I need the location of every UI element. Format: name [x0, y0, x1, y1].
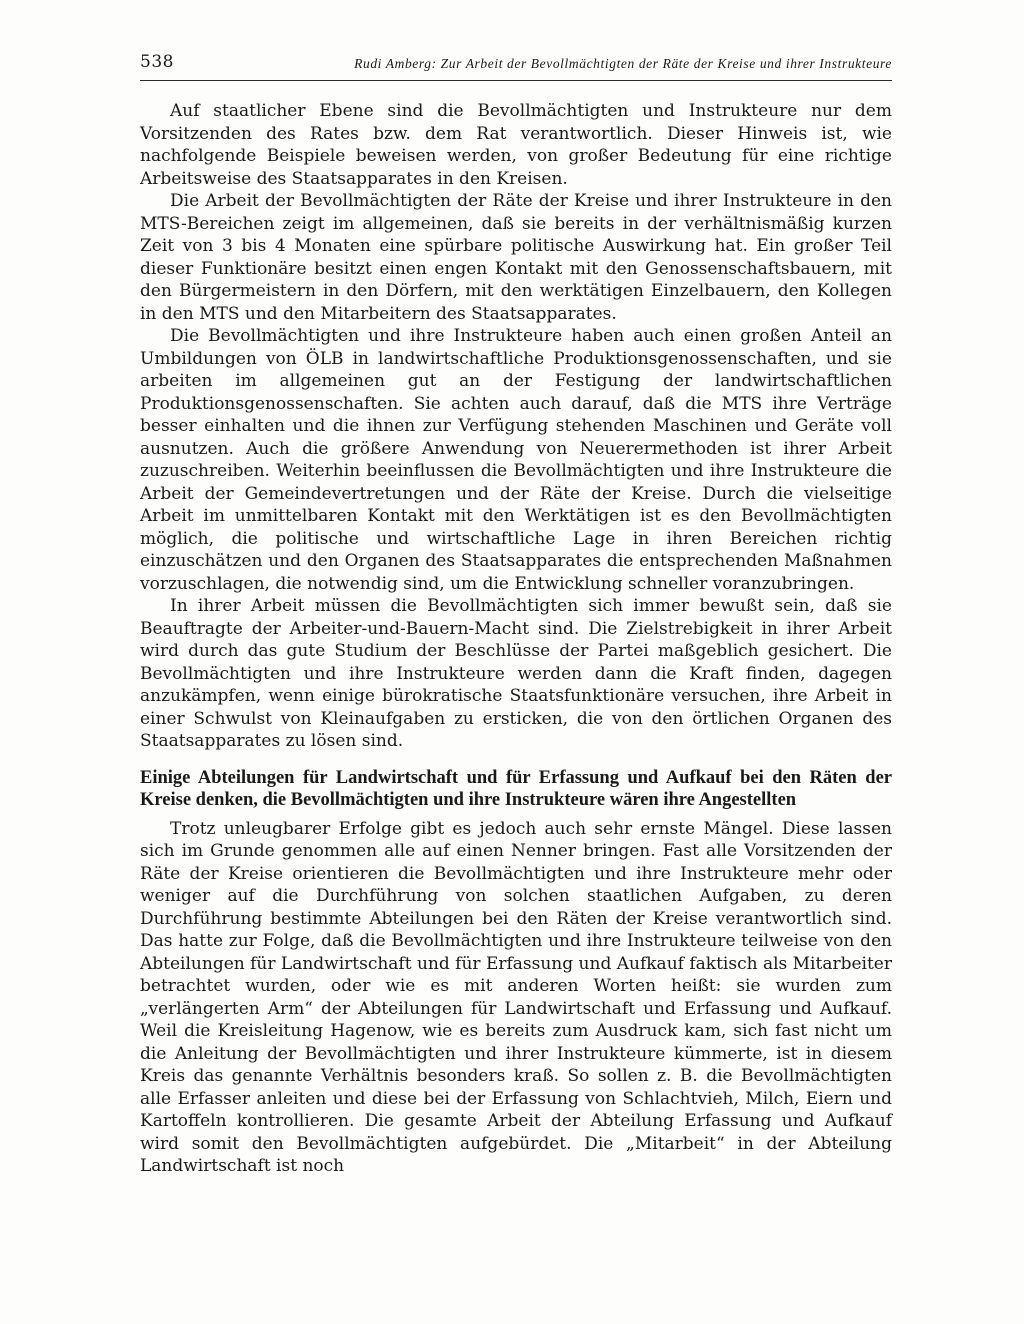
paragraph: Auf staatlicher Ebene sind die Bevollmächtigten und Instrukteure nur dem Vorsitzenden des Rates bzw. dem Rat verantwortlich. Dieser Hinweis ist, wie nachfolgende Beispiele beweisen werden, von großer Bedeutung für eine richtige Arbeitsweise des Staatsapparates in den Kreisen. [140, 101, 892, 189]
running-head: Rudi Amberg: Zur Arbeit der Bevollmächtigten der Räte der Kreise und ihrer Instrukteure [354, 56, 892, 71]
paragraph: Die Arbeit der Bevollmächtigten der Räte der Kreise und ihrer Instrukteure in den MTS-Bereichen zeigt im allgemeinen, daß sie bereits in der verhältnismäßig kurzen Zeit von 3 bis 4 Monaten eine spürbare politische Auswirkung hat. Ein großer Teil dieser Funktionäre besitzt einen engen Kontakt mit den Genossenschaftsbauern, mit den Bürgermeistern in den Dörfern, mit den werktätigen Einzelbauern, den Kollegen in den MTS und den Mitarbeitern des Staatsapparates. [140, 191, 892, 324]
page-body [140, 100, 892, 1178]
section-heading: Einige Abteilungen für Landwirtschaft und für Erfassung und Aufkauf bei den Räten der Kreise denken, die Bevollmächtigten und ihre Instrukteure wären ihre Angestellten [140, 767, 892, 810]
paragraph: Trotz unleugbarer Erfolge gibt es jedoch auch sehr ernste Mängel. Diese lassen sich im Grunde genommen alle auf einen Nenner bringen. Fast alle Vorsitzenden der Räte der Kreise orientieren die Bevollmächtigten und ihre Instrukteure mehr oder weniger auf die Durchführung von solchen staatlichen Aufgaben, zu deren Durchführung bestimmte Abteilungen bei den Räten der Kreise verantwortlich sind. Das hatte zur Folge, daß die Bevollmächtigten und ihre Instrukteure teilweise von den Abteilungen für Landwirtschaft und für Erfassung und Aufkauf faktisch als Mitarbeiter betrachtet wurden, oder wie es mit anderen Worten heißt: sie wurden zum „verlängerten Arm“ der Abteilungen für Landwirtschaft und Erfassung und Aufkauf. Weil die Kreisleitung Hagenow, wie es bereits zum Ausdruck kam, sich fast nicht um die Anleitung der Bevollmächtigten und ihrer Instrukteure kümmerte, ist in diesem Kreis das genannte Verhältnis besonders kraß. So sollen z. B. die Bevollmächtigten alle Erfasser anleiten und diese bei der Erfassung von Schlachtvieh, Milch, Eiern und Kartoffeln kontrollieren. Die gesamte Arbeit der Abteilung Erfassung und Aufkauf wird somit den Bevollmächtigten aufgebürdet. Die „Mitarbeit“ in der Abteilung Landwirtschaft ist noch [140, 818, 892, 1176]
paragraph: Die Bevollmächtigten und ihre Instrukteure haben auch einen großen Anteil an Umbildungen von ÖLB in landwirtschaftliche Produktionsgenossenschaften, und sie arbeiten im allgemeinen gut an der Festigung der landwirtschaftlichen Produktionsgenossenschaften. Sie achten auch darauf, daß die MTS ihre Verträge besser einhalten und die ihnen zur Verfügung stehenden Maschinen und Geräte voll ausnutzen. Auch die größere Anwendung von Neuerermethoden ist ihrer Arbeit zuzuschreiben. Weiterhin beeinflussen die Bevollmächtigten und ihre Instrukteure die Arbeit der Gemeindevertretungen und der Räte der Kreise. Durch die vielseitige Arbeit im unmittelbaren Kontakt mit den Werktätigen ist es den Bevollmächtigten möglich, die politische und wirtschaftliche Lage in ihren Bereichen richtig einzuschätzen und den Organen des Staatsapparates die entsprechenden Maßnahmen vorzuschlagen, die notwendig sind, um die Entwicklung schneller voranzubringen. [140, 326, 892, 594]
paragraph: In ihrer Arbeit müssen die Bevollmächtigten sich immer bewußt sein, daß sie Beauftragte der Arbeiter-und-Bauern-Macht sind. Die Zielstrebigkeit in ihrer Arbeit wird durch das gute Studium der Beschlüsse der Partei maßgeblich gesichert. Die Bevollmächtigten und ihre Instrukteure werden dann die Kraft finden, dagegen anzukämpfen, wenn einige bürokratische Staatsfunktionäre versuchen, ihre Arbeit in einer Schwulst von Kleinaufgaben zu ersticken, die von den örtlichen Organen des Staatsapparates zu lösen sind. [140, 596, 892, 751]
page-number: 538 [140, 52, 174, 72]
page-header [140, 50, 892, 81]
